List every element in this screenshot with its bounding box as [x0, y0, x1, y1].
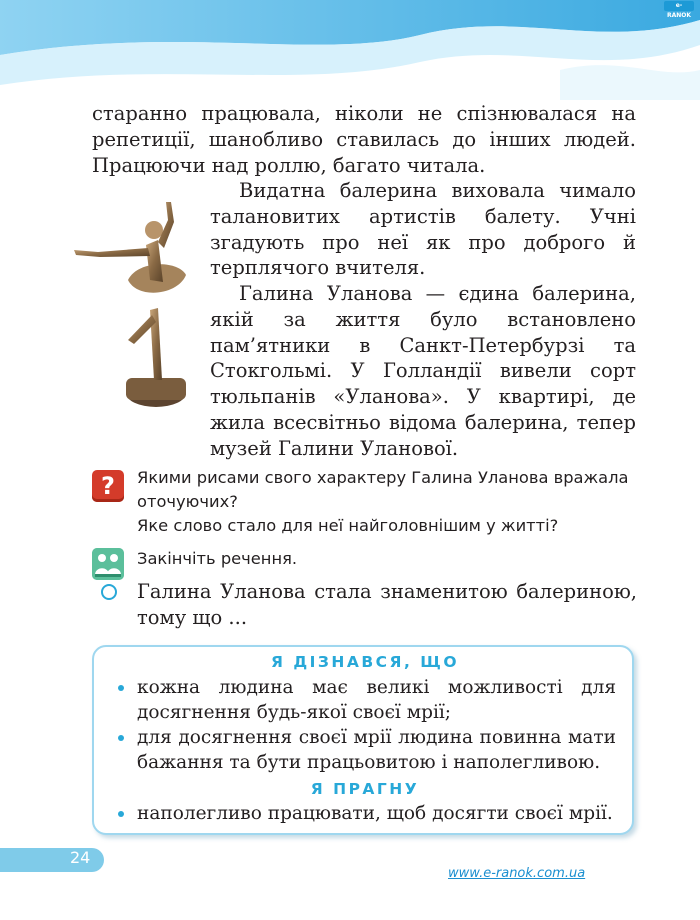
- publisher-logo[interactable]: e-RANOK: [664, 1, 694, 11]
- questions-block: [137, 466, 637, 538]
- page-number: 24: [70, 848, 91, 867]
- paragraph-2: [210, 178, 636, 281]
- strive-list: [112, 801, 616, 826]
- paragraph-3: [210, 281, 636, 462]
- question-icon: ?: [92, 470, 124, 502]
- group-work-icon: [92, 548, 124, 580]
- sentence-to-complete: Галина Уланова стала знаменитою балериною, тому що ...: [137, 580, 637, 629]
- question-2: Яке слово стало для неї найголовнішим у житті?: [137, 516, 559, 535]
- task-title: Закінчіть речення.: [137, 549, 298, 568]
- paragraph-1: старанно працювала, ніколи не спізнювалася на репетиції, шанобливо ставилась до інших людей. Працюючи над роллю, багато читала.: [92, 102, 636, 177]
- strive-heading: Я ПРАГНУ: [310, 780, 420, 798]
- strive-item: наполегливо працювати, щоб досягти своєї мрії.: [112, 801, 616, 826]
- ballerina-statue-image: [68, 190, 198, 420]
- question-1: Якими рисами свого характеру Галина Уланова вражала оточуючих?: [137, 468, 629, 511]
- website-link[interactable]: www.e-ranok.com.ua: [448, 866, 586, 881]
- header-wave-decoration: [0, 0, 700, 100]
- circle-bullet-icon: [101, 584, 117, 600]
- learned-item: для досягнення своєї мрії людина повинна мати бажання та бути працьовитою і наполегливою.: [112, 725, 616, 775]
- learned-list: [112, 675, 616, 775]
- paragraph-3-text: Галина Уланова — єдина балерина, якій за життя було встановлено пам’ятники в Санкт-Петербурзі та Стокгольмі. У Голландії вивели сорт тюльпанів «Уланова». У квартирі, де жила всесвітньо відома балерина, тепер музей Галини Уланової.: [210, 282, 636, 460]
- learned-item: кожна людина має великі можливості для досягнення будь-якої своєї мрії;: [112, 675, 616, 725]
- paragraph-2-text: Видатна балерина виховала чимало талановитих артистів балету. Учні згадують про неї як про доброго й терплячого вчителя.: [210, 179, 636, 280]
- learned-heading: Я ДІЗНАВСЯ, ЩО: [270, 653, 460, 671]
